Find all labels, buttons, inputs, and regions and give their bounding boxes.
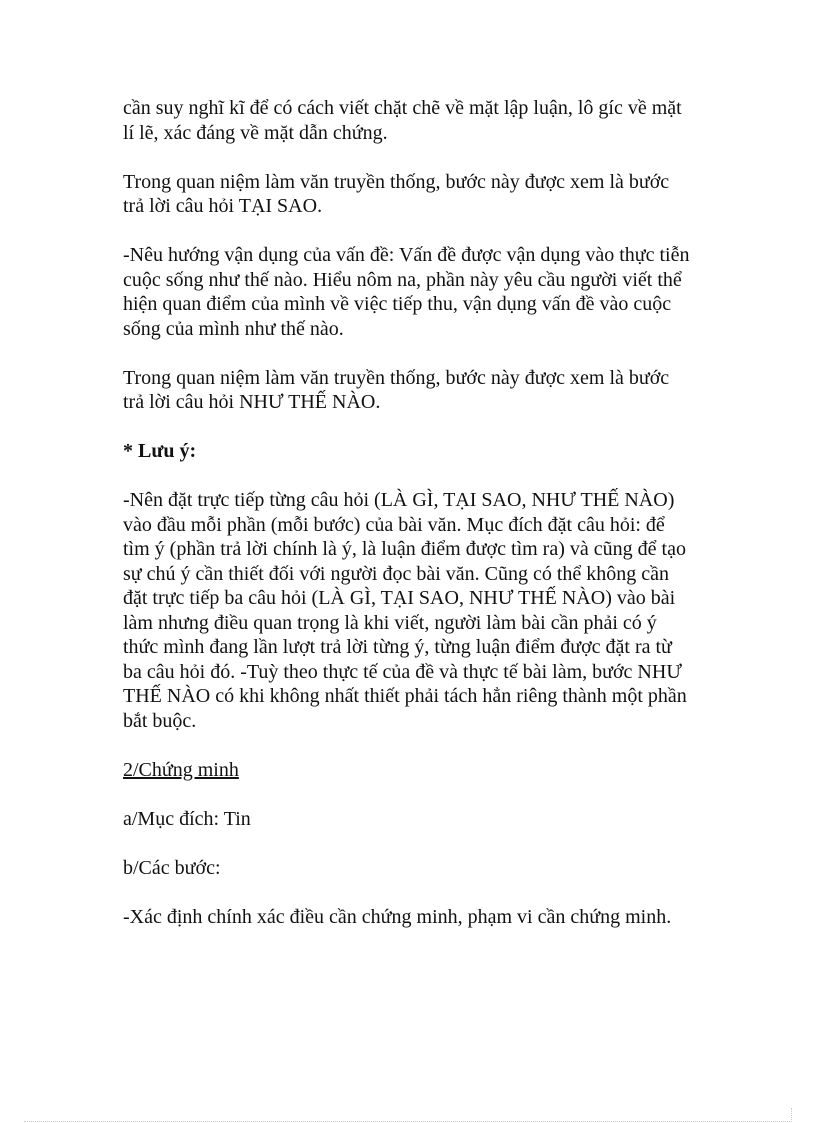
section-heading-chung-minh: 2/Chứng minh xyxy=(123,758,239,781)
page-border-bottom xyxy=(24,1121,792,1122)
paragraph-cac-buoc: b/Các bước: xyxy=(123,856,221,879)
document-body xyxy=(123,96,693,954)
paragraph-van-dung: -Nêu hướng vận dụng của vấn đề: Vấn đề được vận dụng vào thực tiễn cuộc sống như thế nào. Hiểu nôm na, phần này yêu cầu người viết thể hiện quan điểm của mình về việc tiếp thu, vận dụng vấn đề vào cuộc sống của mình như thế nào. xyxy=(123,244,690,340)
paragraph-nhu-the-nao: Trong quan niệm làm văn truyền thống, bước này được xem là bước trả lời câu hỏi NHƯ THẾ NÀO. xyxy=(123,366,670,413)
paragraph-tai-sao: Trong quan niệm làm văn truyền thống, bước này được xem là bước trả lời câu hỏi TẠI SAO. xyxy=(123,170,670,217)
note-heading: * Lưu ý: xyxy=(123,440,197,462)
paragraph-xac-dinh: -Xác định chính xác điều cần chứng minh, phạm vi cần chứng minh. xyxy=(123,905,672,928)
paragraph-note-body: -Nên đặt trực tiếp từng câu hỏi (LÀ GÌ, TẠI SAO, NHƯ THẾ NÀO) vào đầu mỗi phần (mỗi bước) của bài văn. Mục đích đặt câu hỏi: để tìm ý (phần trả lời chính là ý, là luận điểm được tìm ra) và cũng để tạo sự chú ý cần thiết đối với người đọc bài văn. Cũng có thể không cần đặt trực tiếp ba câu hỏi (LÀ GÌ, TẠI SAO, NHƯ THẾ NÀO) vào bài làm nhưng điều quan trọng là khi viết, người làm bài cần phải có ý thức mình đang lần lượt trả lời từng ý, từng luận điểm được đặt ra từ ba câu hỏi đó. -Tuỳ theo thực tế của đề và thực tế bài làm, bước NHƯ THẾ NÀO có khi không nhất thiết phải tách hẳn riêng thành một phần bắt buộc. xyxy=(123,489,687,732)
paragraph-continuation: cần suy nghĩ kĩ để có cách viết chặt chẽ về mặt lập luận, lô gíc về mặt lí lẽ, xác đáng về mặt dẫn chứng. xyxy=(123,97,682,144)
page-border-corner xyxy=(791,1108,792,1122)
paragraph-muc-dich: a/Mục đích: Tin xyxy=(123,807,251,830)
